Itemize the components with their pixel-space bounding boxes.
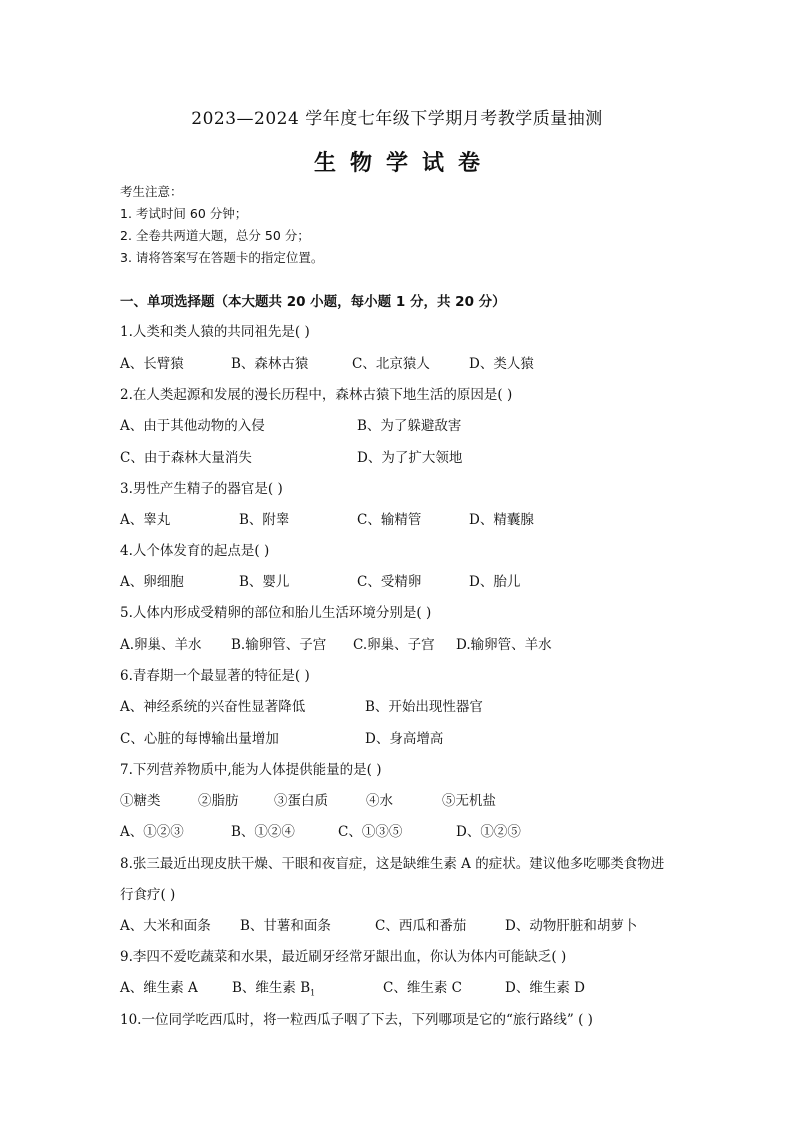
question-stem: 5.人体内形成受精卵的部位和胎儿生活环境分别是( )	[120, 605, 432, 621]
option: D、维生素 D	[505, 980, 585, 996]
option: A、①②③	[120, 824, 184, 840]
option: A、睾丸	[120, 512, 171, 528]
option: D、动物肝脏和胡萝卜	[505, 918, 638, 934]
question-stem: 8.张三最近出现皮肤干燥、干眼和夜盲症，这是缺维生素 A 的症状。建议他多吃哪类食物进	[120, 856, 665, 872]
nutrient-item: ①糖类	[120, 793, 161, 809]
question-stem: 6.青春期一个最显著的特征是( )	[120, 668, 310, 684]
exam-title: 2023—2024 学年度七年级下学期月考教学质量抽测	[191, 109, 603, 129]
option: D、为了扩大领地	[357, 450, 463, 466]
question-stem: 10.一位同学吃西瓜时，将一粒西瓜子咽了下去，下列哪项是它的“旅行路线” ( )	[120, 1012, 593, 1028]
nutrient-item: ⑤无机盐	[442, 793, 496, 809]
option: B、为了躲避敌害	[357, 418, 462, 434]
option: A、由于其他动物的入侵	[120, 418, 265, 434]
question-stem: 2.在人类起源和发展的漫长历程中，森林古猿下地生活的原因是( )	[120, 387, 513, 403]
option: C、心脏的每博输出量增加	[120, 731, 279, 747]
option: A、神经系统的兴奋性显著降低	[120, 699, 306, 715]
option: B、甘薯和面条	[240, 918, 331, 934]
question-stem: 9.李四不爱吃蔬菜和水果，最近刷牙经常牙龈出血，你认为体内可能缺乏( )	[120, 949, 567, 965]
notice-item: 3. 请将答案写在答题卡的指定位置。	[120, 250, 324, 265]
option: A.卵巢、羊水	[120, 637, 202, 653]
option: C、北京猿人	[352, 356, 430, 372]
option: C、由于森林大量消失	[120, 450, 252, 466]
option: C.卵巢、子宫	[353, 637, 435, 653]
option: A、大米和面条	[120, 918, 211, 934]
option: D.输卵管、羊水	[456, 637, 552, 653]
option: D、精囊腺	[469, 512, 534, 528]
candidate-notice	[120, 181, 323, 269]
section-heading: 一、单项选择题（本大题共 20 小题，每小题 1 分，共 20 分）	[120, 294, 506, 310]
nutrient-item: ④水	[366, 793, 393, 809]
notice-heading: 考生注意：	[120, 184, 183, 199]
option: D、①②⑤	[456, 824, 521, 840]
nutrient-item: ②脂肪	[198, 793, 239, 809]
option: A、维生素 A	[120, 980, 198, 996]
notice-item: 1. 考试时间 60 分钟；	[120, 206, 248, 221]
option: B.输卵管、子宫	[231, 637, 327, 653]
option: D、身高增高	[365, 731, 444, 747]
question-stem-continued: 行食疗( )	[120, 887, 176, 903]
option: B、附睾	[239, 512, 290, 528]
option: B、①②④	[231, 824, 295, 840]
option: A、长臂猿	[120, 356, 184, 372]
option: B、维生素 $B_1$	[232, 980, 316, 998]
question-stem: 7.下列营养物质中,能为人体提供能量的是( )	[120, 762, 382, 778]
question-stem: 1.人类和类人猿的共同祖先是( )	[120, 324, 310, 340]
option: C、受精卵	[357, 574, 422, 590]
exam-subtitle: 生物学试卷	[313, 150, 494, 176]
option: B、森林古猿	[231, 356, 309, 372]
option: C、维生素 C	[383, 980, 462, 996]
option: B、开始出现性器官	[365, 699, 483, 715]
option: C、西瓜和番茄	[375, 918, 467, 934]
option: D、类人猿	[469, 356, 534, 372]
option: D、胎儿	[469, 574, 521, 590]
subscript: 1	[310, 988, 316, 998]
option: C、输精管	[357, 512, 422, 528]
notice-item: 2. 全卷共两道大题，总分 50 分；	[120, 228, 310, 243]
question-stem: 3.男性产生精子的器官是( )	[120, 481, 283, 497]
question-stem: 4.人个体发育的起点是( )	[120, 543, 270, 559]
option: C、①③⑤	[338, 824, 403, 840]
option: A、卵细胞	[120, 574, 184, 590]
option: B、婴儿	[239, 574, 290, 590]
nutrient-item: ③蛋白质	[274, 793, 328, 809]
